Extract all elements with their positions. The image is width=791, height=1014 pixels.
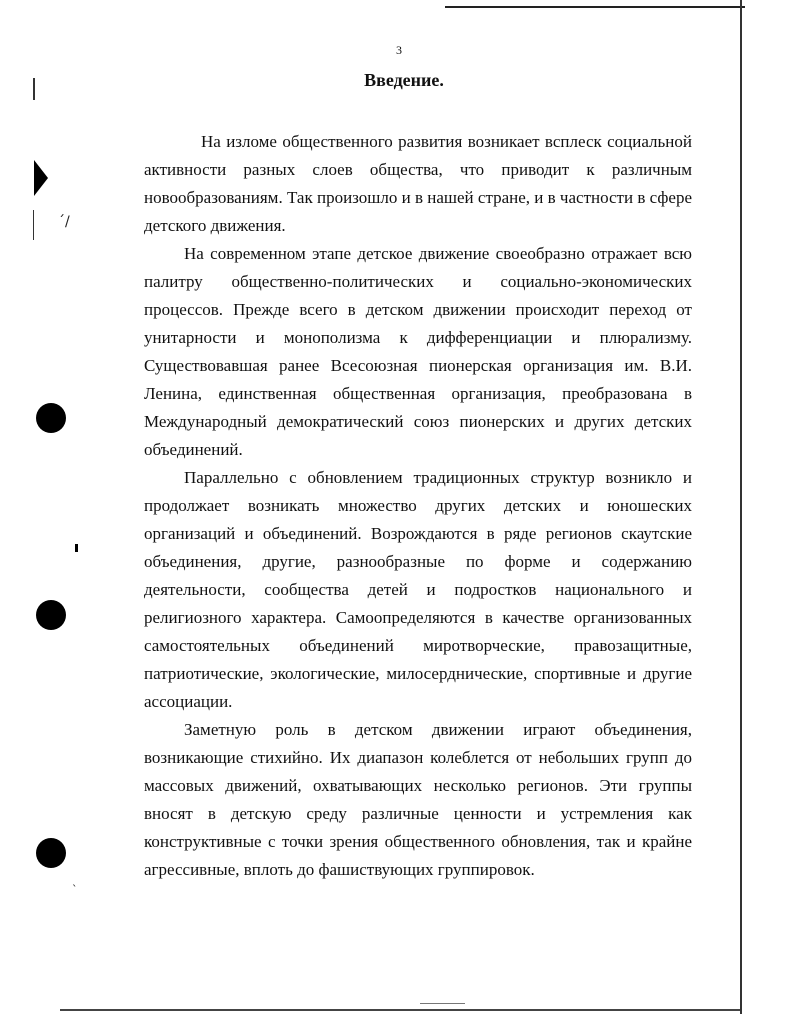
scan-edge-bottom: [60, 1009, 740, 1011]
pen-mark: ˎ: [72, 874, 78, 887]
paragraph: На современном этапе детское движение своеобразно отражает всю палитру общественно-политических и социально-экономических процессов. Прежде всего в детском движении происходит переход от унитарности и монополизма к дифференциации и плюрализму. Существовавшая ранее Всесоюзная пионерская организация им. В.И. Ленина, единственная общественная организация, преобразована в Международный демократический союз пионерских и других детских объединений.: [144, 244, 692, 459]
margin-tick: [33, 210, 34, 240]
page-title: Введение.: [364, 70, 444, 90]
punch-mark: [34, 160, 48, 196]
punch-hole: [36, 600, 66, 630]
document-body: [144, 128, 692, 884]
scan-edge-top: [445, 6, 745, 8]
scan-edge-right: [740, 0, 742, 1014]
punch-hole: [36, 403, 66, 433]
paragraph: На изломе общественного развития возникает всплеск социальной активности разных слоев общества, что приводит к различным новообразованиям. Так произошло и в нашей стране, и в частности в сфере детского движения.: [144, 132, 692, 235]
punch-hole: [36, 838, 66, 868]
page-number: 3: [396, 43, 402, 57]
scan-edge-bottom-fragment: [420, 1003, 465, 1004]
pen-mark: ˊ/: [58, 214, 70, 230]
speck: [75, 544, 78, 552]
paragraph: Параллельно с обновлением традиционных структур возникло и продолжает возникать множество других детских и юношеских организаций и объединений. Возрождаются в ряде регионов скаутские объединения, другие, разнообразные по форме и содержанию деятельности, сообщества детей и подростков национального и религиозного характера. Самоопределяются в качестве организованных самостоятельных объединений миротворческие, правозащитные, патриотические, экологические, милосерднические, спортивные и другие ассоциации.: [144, 468, 692, 711]
paragraph: Заметную роль в детском движении играют объединения, возникающие стихийно. Их диапазон колеблется от небольших групп до массовых движений, охватывающих несколько регионов. Эти группы вносят в детскую среду различные ценности и устремления как конструктивные с точки зрения общественного обновления, так и крайне агрессивные, вплоть до фашиствующих группировок.: [144, 720, 692, 879]
